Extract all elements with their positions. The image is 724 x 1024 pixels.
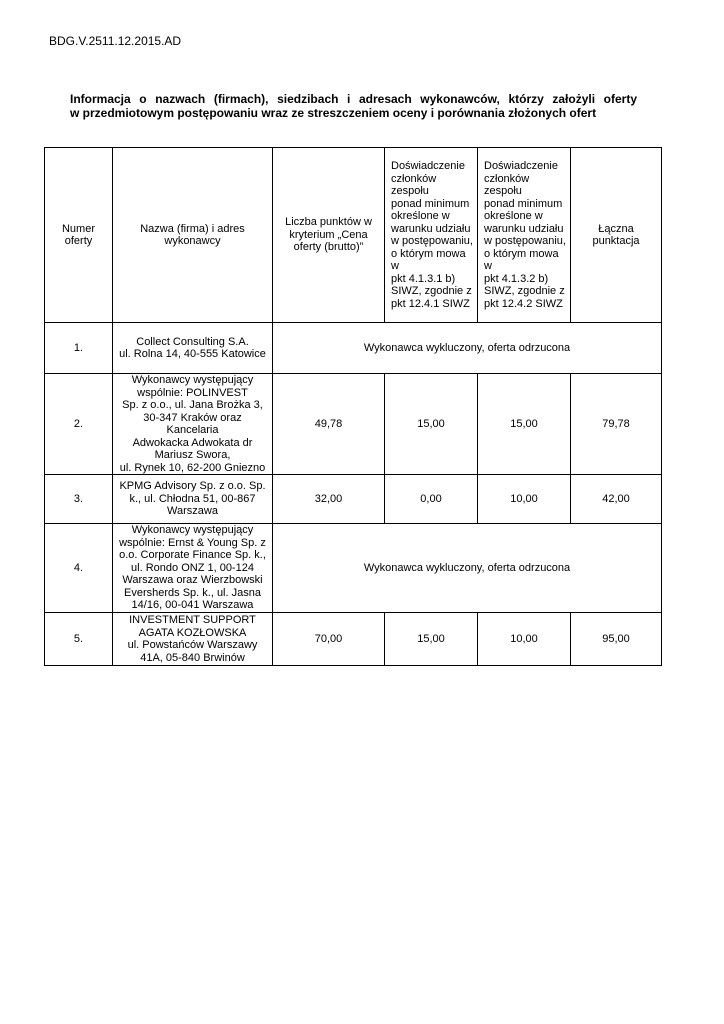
header-offer-number: Numer oferty	[45, 148, 113, 323]
price-points: 32,00	[273, 475, 385, 524]
offer-number: 3.	[45, 475, 113, 524]
contractor-name: KPMG Advisory Sp. z o.o. Sp. k., ul. Chłodna 51, 00-867 Warszawa	[113, 475, 273, 524]
table-row	[45, 374, 662, 475]
experience-1-points: 0,00	[385, 475, 478, 524]
contractor-name: Collect Consulting S.A. ul. Rolna 14, 40-555 Katowice	[113, 323, 273, 374]
offer-number: 5.	[45, 613, 113, 666]
total-score: 42,00	[571, 475, 662, 524]
header-total-score: Łączna punktacja	[571, 148, 662, 323]
price-points: 49,78	[273, 374, 385, 475]
table-row	[45, 323, 662, 374]
document-title	[70, 92, 637, 120]
price-points: 70,00	[273, 613, 385, 666]
header-price-points: Liczba punktów w kryterium „Cena oferty (brutto)”	[273, 148, 385, 323]
offer-number: 2.	[45, 374, 113, 475]
experience-1-points: 15,00	[385, 374, 478, 475]
title-line-1: Informacja o nazwach (firmach), siedzibach i adresach wykonawców, którzy założyli oferty	[70, 92, 637, 106]
header-experience-1: Doświadczenie członków zespołu ponad minimum określone w warunku udziału w postępowaniu, o którym mowa w pkt 4.1.3.1 b) SIWZ, zgodnie z pkt 12.4.1 SIWZ	[385, 148, 478, 323]
table-row	[45, 475, 662, 524]
experience-1-points: 15,00	[385, 613, 478, 666]
offer-number: 4.	[45, 524, 113, 613]
document-reference: BDG.V.2511.12.2015.AD	[49, 34, 182, 48]
experience-2-points: 15,00	[478, 374, 571, 475]
table-row	[45, 613, 662, 666]
offers-table	[44, 147, 662, 666]
excluded-note: Wykonawca wykluczony, oferta odrzucona	[273, 524, 662, 613]
experience-2-points: 10,00	[478, 475, 571, 524]
table-header-row	[45, 148, 662, 323]
excluded-note: Wykonawca wykluczony, oferta odrzucona	[273, 323, 662, 374]
header-contractor-name: Nazwa (firma) i adres wykonawcy	[113, 148, 273, 323]
contractor-name: Wykonawcy występujący wspólnie: POLINVEST Sp. z o.o., ul. Jana Brożka 3, 30-347 Kraków oraz Kancelaria Adwokacka Adwokata dr Mariusz Swora, ul. Rynek 10, 62-200 Gniezno	[113, 374, 273, 475]
contractor-name: Wykonawcy występujący wspólnie: Ernst & Young Sp. z o.o. Corporate Finance Sp. k., ul. Rondo ONZ 1, 00-124 Warszawa oraz Wierzbowski Eversherds Sp. k., ul. Jasna 14/16, 00-041 Warszawa	[113, 524, 273, 613]
total-score: 79,78	[571, 374, 662, 475]
offer-number: 1.	[45, 323, 113, 374]
table-row	[45, 524, 662, 613]
total-score: 95,00	[571, 613, 662, 666]
experience-2-points: 10,00	[478, 613, 571, 666]
title-line-2: w przedmiotowym postępowaniu wraz ze streszczeniem oceny i porównania złożonych ofert	[70, 106, 597, 120]
header-experience-2: Doświadczenie członków zespołu ponad minimum określone w warunku udziału w postępowaniu, o którym mowa w pkt 4.1.3.2 b) SIWZ, zgodnie z pkt 12.4.2 SIWZ	[478, 148, 571, 323]
contractor-name: INVESTMENT SUPPORT AGATA KOZŁOWSKA ul. Powstańców Warszawy 41A, 05-840 Brwinów	[113, 613, 273, 666]
